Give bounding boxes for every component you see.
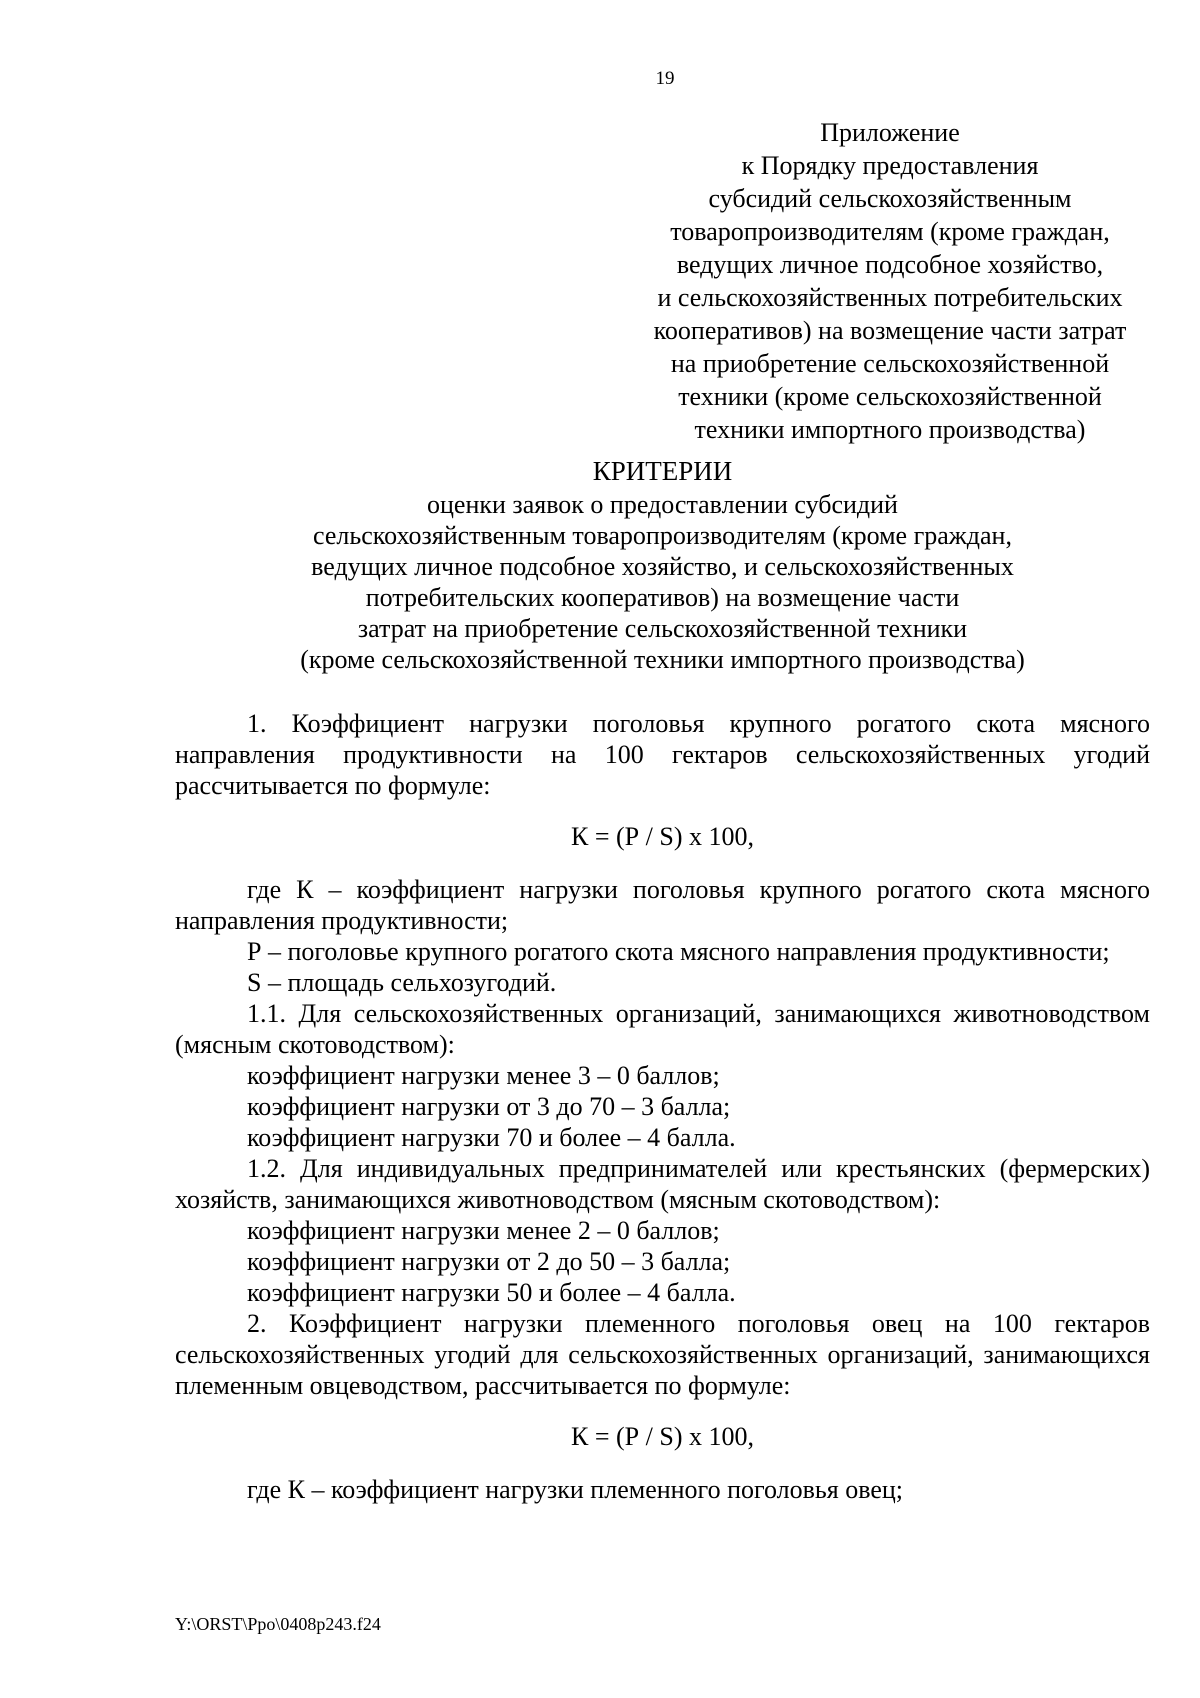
paragraph-1-2: 1.2. Для индивидуальных предпринимателей или крестьянских (фермерских) хозяйств, занимающихся животноводством (мясным скотоводством):	[175, 1154, 1150, 1214]
appendix-line: субсидий сельскохозяйственным	[708, 184, 1072, 213]
appendix-header	[610, 116, 1170, 446]
criteria-line: ведущих личное подсобное хозяйство, и сельскохозяйственных	[311, 552, 1014, 581]
document-body	[175, 708, 1150, 1505]
criteria-title: КРИТЕРИИ	[592, 456, 733, 486]
criteria-line: потребительских кооперативов) на возмещение части	[365, 583, 960, 612]
formula-2: К = (Р / S) х 100,	[571, 1422, 754, 1451]
list-item: коэффициент нагрузки менее 2 – 0 баллов;	[247, 1216, 720, 1245]
appendix-line: техники (кроме сельскохозяйственной	[678, 382, 1102, 411]
definition-s: S – площадь сельхозугодий.	[247, 968, 557, 997]
appendix-line: и сельскохозяйственных потребительских	[657, 283, 1123, 312]
list-item: коэффициент нагрузки 70 и более – 4 балла.	[247, 1123, 736, 1152]
appendix-line: техники импортного производства)	[694, 415, 1086, 444]
definition-k-2: где К – коэффициент нагрузки племенного поголовья овец;	[247, 1475, 904, 1504]
criteria-line: оценки заявок о предоставлении субсидий	[427, 490, 898, 519]
appendix-line: к Порядку предоставления	[741, 151, 1039, 180]
criteria-line: затрат на приобретение сельскохозяйственной техники	[357, 614, 968, 643]
paragraph-2: 2. Коэффициент нагрузки племенного поголовья овец на 100 гектаров сельскохозяйственных угодий для сельскохозяйственных организаций, занимающихся племенным овцеводством, рассчитывается по формуле:	[175, 1309, 1150, 1400]
appendix-line: товаропроизводителям (кроме граждан,	[670, 217, 1110, 246]
appendix-line: ведущих личное подсобное хозяйство,	[676, 250, 1104, 279]
page-number: 19	[655, 68, 675, 89]
criteria-line: (кроме сельскохозяйственной техники импортного производства)	[300, 645, 1025, 674]
appendix-line: на приобретение сельскохозяйственной	[670, 349, 1110, 378]
paragraph-1-1: 1.1. Для сельскохозяйственных организаций, занимающихся животноводством (мясным скотоводством):	[175, 999, 1150, 1059]
list-item: коэффициент нагрузки от 3 до 70 – 3 балла;	[247, 1092, 731, 1121]
definition-p: Р – поголовье крупного рогатого скота мясного направления продуктивности;	[247, 937, 1110, 966]
paragraph-1: 1. Коэффициент нагрузки поголовья крупного рогатого скота мясного направления продуктивности на 100 гектаров сельскохозяйственных угодий рассчитывается по формуле:	[175, 709, 1150, 800]
criteria-line: сельскохозяйственным товаропроизводителям (кроме граждан,	[313, 521, 1012, 550]
appendix-line: Приложение	[820, 118, 960, 147]
criteria-heading	[175, 456, 1150, 675]
definition-k: где К – коэффициент нагрузки поголовья крупного рогатого скота мясного направления продуктивности;	[175, 875, 1150, 935]
appendix-line: кооперативов) на возмещение части затрат	[653, 316, 1127, 345]
formula-1: К = (Р / S) х 100,	[571, 822, 754, 851]
file-path-footer: Y:\ORST\Ppo\0408p243.f24	[175, 1614, 381, 1634]
list-item: коэффициент нагрузки менее 3 – 0 баллов;	[247, 1061, 720, 1090]
list-item: коэффициент нагрузки от 2 до 50 – 3 балла;	[247, 1247, 731, 1276]
list-item: коэффициент нагрузки 50 и более – 4 балла.	[247, 1278, 736, 1307]
